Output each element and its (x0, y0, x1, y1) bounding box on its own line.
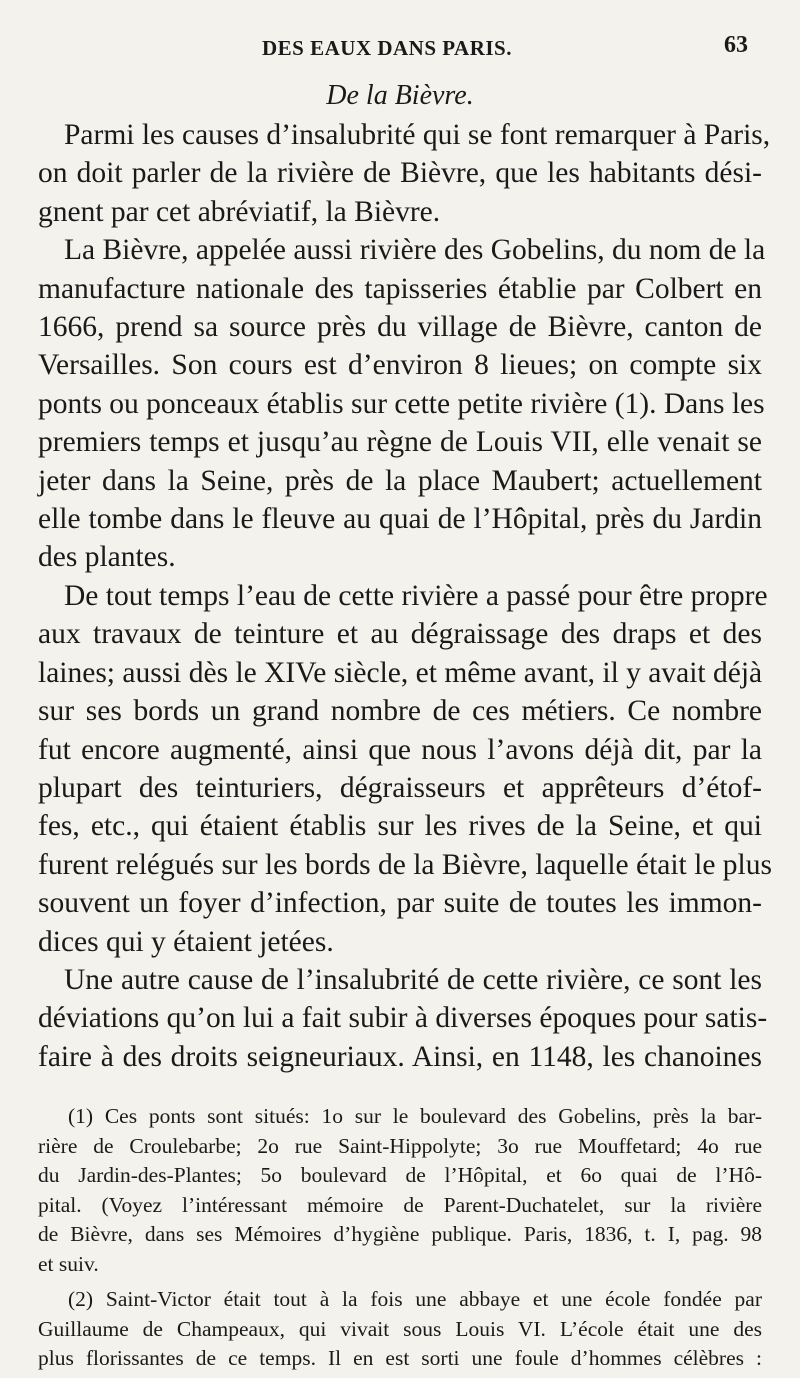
text-line: elle tombe dans le fleuve au quai de l’Hôpital, près du Jardin (38, 503, 762, 536)
text-line: déviations qu’on lui a fait subir à diverses époques pour satis- (38, 1002, 768, 1035)
text-line: souvent un foyer d’infection, par suite de toutes les immon- (38, 887, 762, 920)
footnote-line: Guillaume de Champeaux, qui vivait sous Louis VI. L’école était une des (38, 1316, 762, 1341)
text-line: manufacture nationale des tapisseries établie par Colbert en (38, 272, 762, 305)
footnote-line: de Bièvre, dans ses Mémoires d’hygiène publique. Paris, 1836, t. I, pag. 98 (38, 1222, 762, 1247)
text-line: La Bièvre, appelée aussi rivière des Gobelins, du nom de la (64, 234, 766, 267)
paragraph (38, 116, 771, 231)
text-line: 1666, prend sa source près du village de Bièvre, canton de (38, 311, 762, 344)
text-line: Une autre cause de l’insalubrité de cette rivière, ce sont les (64, 963, 762, 996)
text-line: laines; aussi dès le XIVe siècle, et même avant, il y avait déjà (38, 656, 763, 689)
page-header (38, 28, 762, 68)
page-number: 63 (724, 32, 748, 58)
footnote-line: rière de Croulebarbe; 2o rue Saint-Hippolyte; 3o rue Mouffetard; 4o rue (38, 1133, 762, 1158)
text-line: Parmi les causes d’insalubrité qui se font remarquer à Paris, (64, 119, 771, 151)
text-line: Versailles. Son cours est d’environ 8 lieues; on compte six (38, 349, 762, 382)
text-line: premiers temps et jusqu’au règne de Louis VII, elle venait se (38, 426, 762, 459)
footnotes (38, 1102, 762, 1374)
running-title: DES EAUX DANS PARIS. (262, 36, 512, 60)
text-line: faire à des droits seigneuriaux. Ainsi, en 1148, les chanoines (38, 1040, 762, 1073)
paragraph (38, 577, 772, 961)
footnote-line: pital. (Voyez l’intéressant mémoire de Parent-Duchatelet, sur la rivière (38, 1192, 762, 1217)
footnote-line: et suiv. (38, 1251, 99, 1276)
paragraph (38, 231, 766, 577)
footnote-line: (2) Saint-Victor était tout à la fois une abbaye et une école fondée par (68, 1287, 762, 1312)
text-line: aux travaux de teinture et au dégraissage des draps et des (38, 618, 762, 651)
text-line: dices qui y étaient jetées. (38, 925, 334, 958)
text-line: plupart des teinturiers, dégraisseurs et apprêteurs d’étof- (38, 771, 762, 804)
text-line: on doit parler de la rivière de Bièvre, que les habitants dési- (38, 157, 762, 190)
text-line: jeter dans la Seine, près de la place Maubert; actuellement (38, 464, 762, 497)
footnote-line: plus florissantes de ce temps. Il en est sorti une foule d’hommes célèbres : (38, 1346, 762, 1371)
footnote-line: (1) Ces ponts sont situés: 1o sur le boulevard des Gobelins, près la bar- (68, 1104, 762, 1129)
body-text (38, 116, 772, 1076)
text-line: gnent par cet abréviatif, la Bièvre. (38, 195, 441, 228)
text-line: fut encore augmenté, ainsi que nous l’avons déjà dit, par la (38, 733, 762, 766)
footnote-line: du Jardin-des-Plantes; 5o boulevard de l’Hôpital, et 6o quai de l’Hô- (38, 1163, 762, 1188)
paragraph (38, 961, 768, 1076)
footnote (38, 1285, 762, 1374)
text-line: furent relégués sur les bords de la Bièvre, laquelle était le plus (38, 848, 772, 881)
footnote (38, 1102, 762, 1279)
text-line: des plantes. (38, 541, 176, 574)
text-line: De tout temps l’eau de cette rivière a passé pour être propre (64, 579, 768, 612)
text-line: fes, etc., qui étaient établis sur les rives de la Seine, et qui (38, 810, 762, 843)
text-line: ponts ou ponceaux établis sur cette petite rivière (1). Dans les (38, 387, 765, 420)
section-title: De la Bièvre. (326, 80, 474, 111)
text-line: sur ses bords un grand nombre de ces métiers. Ce nombre (38, 695, 762, 728)
